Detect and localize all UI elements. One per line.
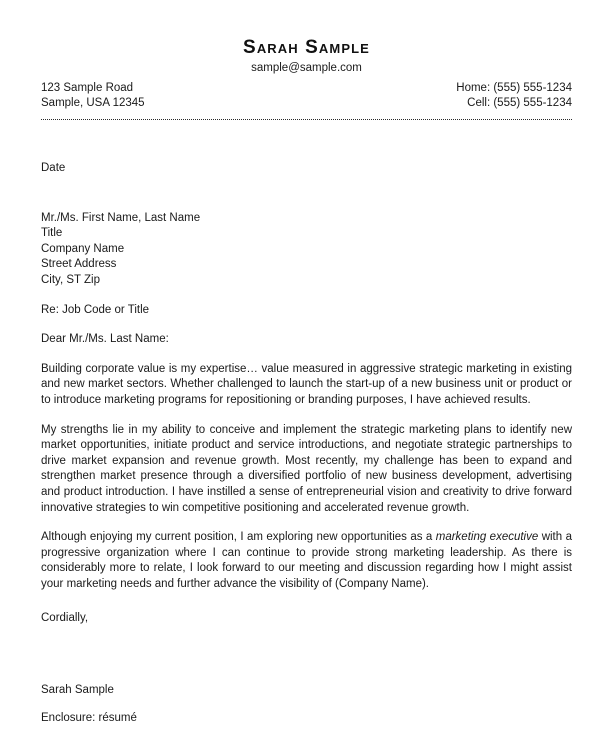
contact-row — [41, 81, 572, 115]
spacer-after-date — [41, 177, 572, 211]
paragraph-3-text-part2: with a progressive organization where I can continue to provide strong marketing leadership. As there is considerably more to relate, I look forward to our meeting and discussion regarding how I might assist your marketing needs and further advance the visibility of (Company Name). — [41, 531, 572, 590]
spacer-after-address — [41, 289, 572, 303]
sender-phone-home: Home: (555) 555-1234 — [456, 81, 572, 94]
recipient-street: Street Address — [41, 258, 117, 271]
letter-closing: Cordially, — [41, 612, 89, 625]
letter-enclosure: Enclosure: résumé — [41, 711, 137, 724]
recipient-address-block — [41, 211, 572, 289]
sender-phones — [456, 81, 572, 112]
paragraph-3-emphasis: marketing executive — [435, 531, 539, 544]
recipient-company: Company Name — [41, 242, 125, 255]
signature-name: Sarah Sample — [41, 684, 114, 697]
spacer-before-para1 — [41, 348, 572, 362]
spacer-before-para3 — [41, 516, 572, 530]
letter-paragraph-3 — [41, 530, 572, 592]
letter-date: Date — [41, 162, 66, 174]
spacer-before-enclosure — [41, 699, 572, 711]
letter-paragraph-1: Building corporate value is my expertise… value measured in aggressive strategic marketing in existing and new market sectors. Whether challenged to launch the start-up of a new business unit or product or to introduce marketing programs for repositioning or branding purposes, I have achieved results. — [41, 362, 572, 406]
letter-paragraph-2: My strengths lie in my ability to conceive and implement the strategic marketing plans to identify new market opportunities, initiate product and service introductions, and negotiate strategic partnerships to drive market expansion and revenue growth. Most recently, my challenge has been to expand and strengthen market presence through a diversified portfolio of new business development, advertising and product introduction. I have instilled a sense of entrepreneurial vision and creativity to drive forward innovative strategies to win competitive positioning and accelerated revenue growth. — [41, 423, 572, 514]
paragraph-3-text-part1: Although enjoying my current position, I am exploring new opportunities as a — [41, 531, 436, 544]
letter-subject: Re: Job Code or Title — [41, 303, 150, 316]
spacer-before-closing — [41, 592, 572, 611]
sender-address-line1: 123 Sample Road — [41, 81, 134, 94]
spacer-after-subject — [41, 318, 572, 332]
spacer-before-para2 — [41, 409, 572, 423]
recipient-title: Title — [41, 227, 63, 240]
letterhead — [41, 38, 572, 115]
sender-phone-cell: Cell: (555) 555-1234 — [467, 97, 572, 110]
recipient-city-state-zip: City, ST Zip — [41, 273, 100, 286]
sender-email: sample@sample.com — [251, 61, 362, 74]
sender-name: Sarah Sample — [243, 37, 370, 58]
sender-address-line2: Sample, USA 12345 — [41, 97, 145, 110]
letter-salutation: Dear Mr./Ms. Last Name: — [41, 333, 169, 346]
sender-address — [41, 81, 145, 112]
recipient-name: Mr./Ms. First Name, Last Name — [41, 211, 201, 224]
signature-space — [41, 627, 572, 683]
letterhead-divider — [41, 119, 572, 120]
letter-body — [41, 161, 572, 726]
